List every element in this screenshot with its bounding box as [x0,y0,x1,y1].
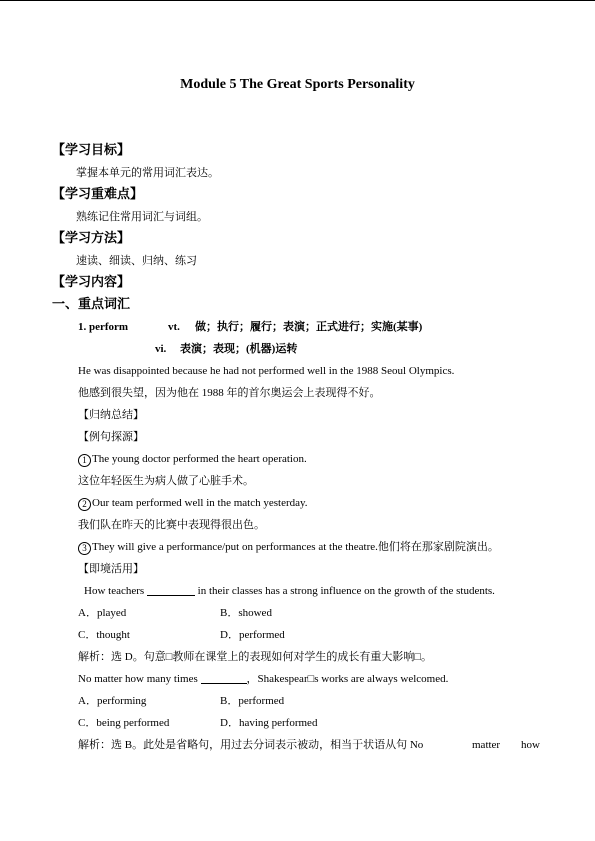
q2-stem-before: No matter how many times [78,673,198,685]
q1-option-a: A．played [78,607,127,619]
word-pos-vt: vt. [168,321,180,333]
sentence-2-zh: 我们队在昨天的比赛中表现得很出色。 [78,519,265,531]
q2-analysis-how: how [521,739,540,751]
number-circle: 1 [78,454,91,467]
sentence-text: Our team performed well in the match yesterday. [92,497,308,509]
q2-option-a: A．performing [78,695,147,707]
q1-option-d: D．performed [220,629,285,641]
key-text: 熟练记住常用词汇与词组。 [76,211,208,223]
key-heading: 【学习重难点】 [52,186,144,201]
number-circle: 3 [78,542,91,555]
method-heading: 【学习方法】 [52,230,131,245]
q1-option-b: B．showed [220,607,272,619]
source-label: 【例句探源】 [78,431,144,443]
sentence-1-en [78,452,307,467]
sentence-3-en [78,540,499,555]
practice-label: 【即境活用】 [78,563,144,575]
sentence-text: They will give a performance/put on performances at the theatre.他们将在那家剧院演出。 [92,541,499,553]
word-number: 1. perform [78,321,129,333]
goal-text: 掌握本单元的常用词汇表达。 [76,167,219,179]
summary-label: 【归纳总结】 [78,409,144,421]
q2-option-d: D．having performed [220,717,318,729]
q1-option-c: C．thought [78,629,130,641]
q2-option-c: C．being performed [78,717,170,729]
number-circle: 2 [78,498,91,511]
q2-stem-after: ，Shakespear□s works are always welcomed. [246,673,449,685]
example-en: He was disappointed because he had not performed well in the 1988 Seoul Olympics. [78,365,455,377]
q1-stem [84,584,495,598]
content-heading: 【学习内容】 [52,274,131,289]
sentence-1-zh: 这位年轻医生为病人做了心脏手术。 [78,475,254,487]
q2-stem [78,672,448,686]
page-title: Module 5 The Great Sports Personality [180,77,415,92]
part1-heading: 一、重点词汇 [52,296,131,311]
word-pos-vi: vi. [155,343,167,355]
q2-option-b: B．performed [220,695,285,707]
q1-stem-after: in their classes has a strong influence on the growth of the students. [197,585,495,597]
q1-analysis: 解析：选 D。句意□教师在课堂上的表现如何对学生的成长有重大影响□。 [78,651,432,663]
q2-analysis-matter: matter [472,739,501,751]
q2-blank [201,683,247,684]
method-text: 速读、细读、归纳、练习 [76,255,197,267]
word-def-vt: 做；执行；履行；表演；正式进行；实施(某事) [195,321,423,333]
example-zh: 他感到很失望，因为他在 1988 年的首尔奥运会上表现得不好。 [78,387,381,399]
word-def-vi: 表演；表现；(机器)运转 [180,343,298,355]
q2-analysis: 解析：选 B。此处是省略句，用过去分词表示被动，相当于状语从句 No [78,739,424,751]
q1-blank [147,595,195,596]
sentence-text: The young doctor performed the heart operation. [92,453,307,465]
sentence-2-en [78,496,308,511]
goal-heading: 【学习目标】 [52,142,131,157]
q1-stem-before: How teachers [84,585,145,597]
top-rule [0,0,595,1]
